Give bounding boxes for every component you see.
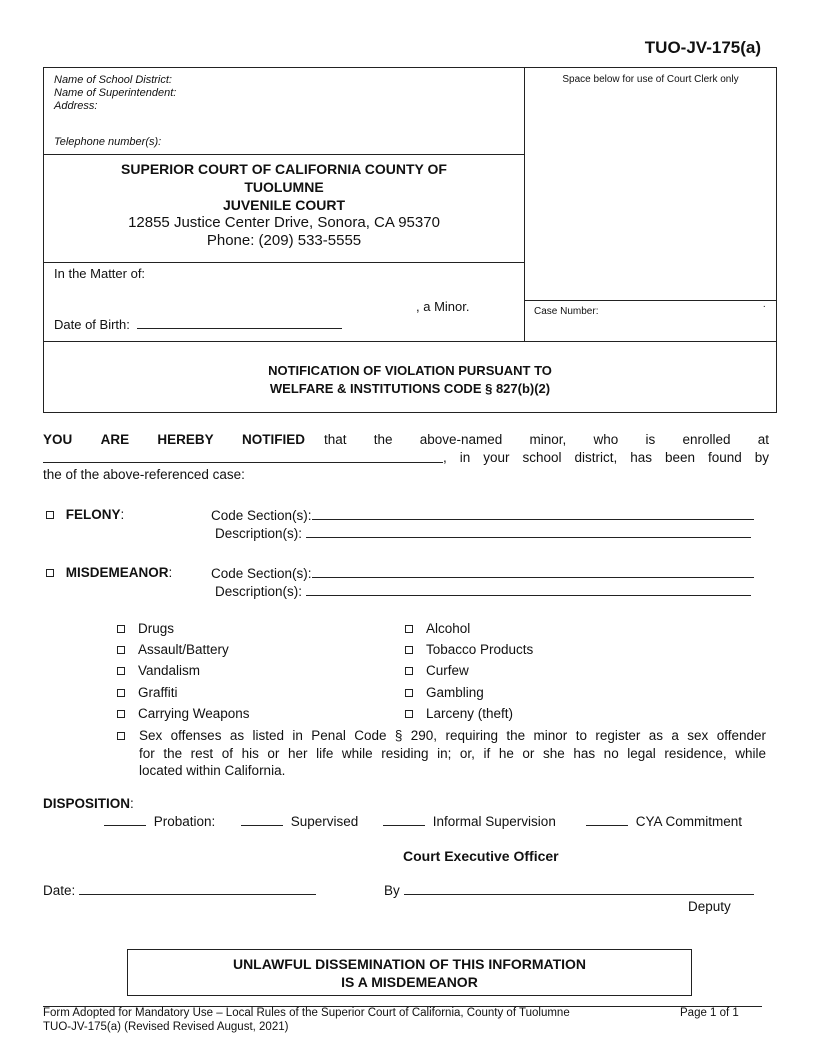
notice-line3: the of the above-referenced case:	[43, 467, 245, 482]
sex-offense-checkbox[interactable]	[117, 732, 125, 740]
school-district-label: Name of School District:	[54, 74, 172, 86]
notice-line2: , in your school district, has been found by	[443, 450, 769, 465]
matter-of-label: In the Matter of:	[54, 266, 146, 281]
felony-desc-field[interactable]	[306, 525, 751, 538]
warning-line1: UNLAWFUL DISSEMINATION OF THIS INFORMATION	[232, 956, 587, 972]
informal-supervision-field[interactable]	[383, 813, 425, 826]
court-address: 12855 Justice Center Drive, Sonora, CA 95370	[128, 214, 440, 231]
alcohol-checkbox[interactable]	[405, 625, 413, 633]
date-field[interactable]	[79, 882, 316, 895]
felony-checkbox[interactable]	[46, 511, 54, 519]
vandalism-checkbox[interactable]	[117, 667, 125, 675]
court-name-line2: TUOLUMNE	[244, 179, 324, 195]
misdemeanor-desc-field[interactable]	[306, 583, 751, 596]
tobacco-checkbox[interactable]	[405, 646, 413, 654]
case-number-mark: ·	[762, 301, 766, 312]
category-larceny: Larceny (theft)	[426, 706, 514, 721]
case-number-label: Case Number:	[534, 306, 599, 317]
informal-supervision-label: Informal Supervision	[432, 814, 556, 829]
deputy-label: Deputy	[688, 899, 731, 914]
dob-label: Date of Birth:	[54, 317, 130, 332]
date-label: Date:	[43, 883, 76, 898]
warning-box	[127, 949, 692, 996]
court-name-line1: SUPERIOR COURT OF CALIFORNIA COUNTY OF	[121, 161, 447, 177]
category-graffiti: Graffiti	[138, 685, 178, 700]
sex-offense-line1: Sex offenses as listed in Penal Code § 290, requiring the minor to register as a sex offender	[139, 728, 766, 743]
category-tobacco: Tobacco Products	[426, 642, 534, 657]
category-gambling: Gambling	[426, 685, 484, 700]
weapons-checkbox[interactable]	[117, 710, 125, 718]
felony-label: FELONY	[65, 507, 121, 522]
cya-commitment-field[interactable]	[586, 813, 628, 826]
category-drugs: Drugs	[138, 621, 175, 636]
court-phone: Phone: (209) 533-5555	[206, 232, 362, 249]
matter-box	[43, 262, 525, 342]
school-field[interactable]	[43, 450, 443, 463]
form-id: TUO-JV-175(a)	[644, 38, 761, 57]
by-label: By	[384, 883, 400, 898]
signature-field[interactable]	[404, 882, 754, 895]
sex-offense-line2: for the rest of his or her life while residing in; or, if he or she has no legal residence, while	[139, 746, 766, 761]
court-division: JUVENILE COURT	[222, 197, 346, 213]
page-number: Page 1 of 1	[680, 1007, 739, 1019]
telephone-label: Telephone number(s):	[54, 136, 162, 148]
category-alcohol: Alcohol	[426, 621, 471, 636]
felony-code-label: Code Section(s):	[211, 508, 312, 523]
misdemeanor-code-field[interactable]	[312, 565, 754, 578]
a-minor-label: , a Minor.	[416, 299, 470, 314]
court-info-box	[43, 154, 525, 263]
clerk-note: Space below for use of Court Clerk only	[562, 74, 739, 85]
misdemeanor-code-label: Code Section(s):	[211, 566, 312, 581]
drugs-checkbox[interactable]	[117, 625, 125, 633]
gambling-checkbox[interactable]	[405, 689, 413, 697]
superintendent-label: Name of Superintendent:	[54, 87, 177, 99]
graffiti-checkbox[interactable]	[117, 689, 125, 697]
title-line1: NOTIFICATION OF VIOLATION PURSUANT TO	[268, 363, 552, 378]
probation-label: Probation:	[153, 814, 216, 829]
clerk-box	[524, 67, 777, 301]
probation-field[interactable]	[104, 813, 146, 826]
larceny-checkbox[interactable]	[405, 710, 413, 718]
misdemeanor-checkbox[interactable]	[46, 569, 54, 577]
address-label: Address:	[54, 100, 98, 112]
supervised-field[interactable]	[241, 813, 283, 826]
supervised-label: Supervised	[290, 814, 359, 829]
category-curfew: Curfew	[426, 663, 469, 678]
curfew-checkbox[interactable]	[405, 667, 413, 675]
footer-line1: Form Adopted for Mandatory Use – Local Rules of the Superior Court of California, County of Tuolumne	[43, 1007, 570, 1019]
disposition-label: DISPOSITION	[43, 796, 131, 811]
misdemeanor-label: MISDEMEANOR	[65, 565, 169, 580]
court-executive-officer: Court Executive Officer	[403, 848, 559, 864]
notice-lead: YOU ARE HEREBY NOTIFIED	[43, 432, 305, 447]
cya-commitment-label: CYA Commitment	[635, 814, 743, 829]
felony-code-field[interactable]	[312, 507, 754, 520]
category-assault: Assault/Battery	[138, 642, 229, 657]
misdemeanor-desc-label: Description(s):	[215, 584, 303, 599]
sex-offense-line3: located within California.	[139, 763, 286, 778]
notice-line1: that the above-named minor, who is enrolled at	[324, 432, 769, 447]
assault-checkbox[interactable]	[117, 646, 125, 654]
felony-desc-label: Description(s):	[215, 526, 303, 541]
title-box	[43, 341, 777, 413]
case-number-box	[524, 300, 777, 342]
warning-line2: IS A MISDEMEANOR	[341, 974, 478, 990]
title-line2: WELFARE & INSTITUTIONS CODE § 827(b)(2)	[269, 381, 551, 396]
dob-field[interactable]	[137, 316, 342, 329]
category-vandalism: Vandalism	[138, 663, 201, 678]
school-info-box	[43, 67, 525, 155]
category-weapons: Carrying Weapons	[138, 706, 250, 721]
footer-line2: TUO-JV-175(a) (Revised Revised August, 2021)	[43, 1021, 289, 1033]
